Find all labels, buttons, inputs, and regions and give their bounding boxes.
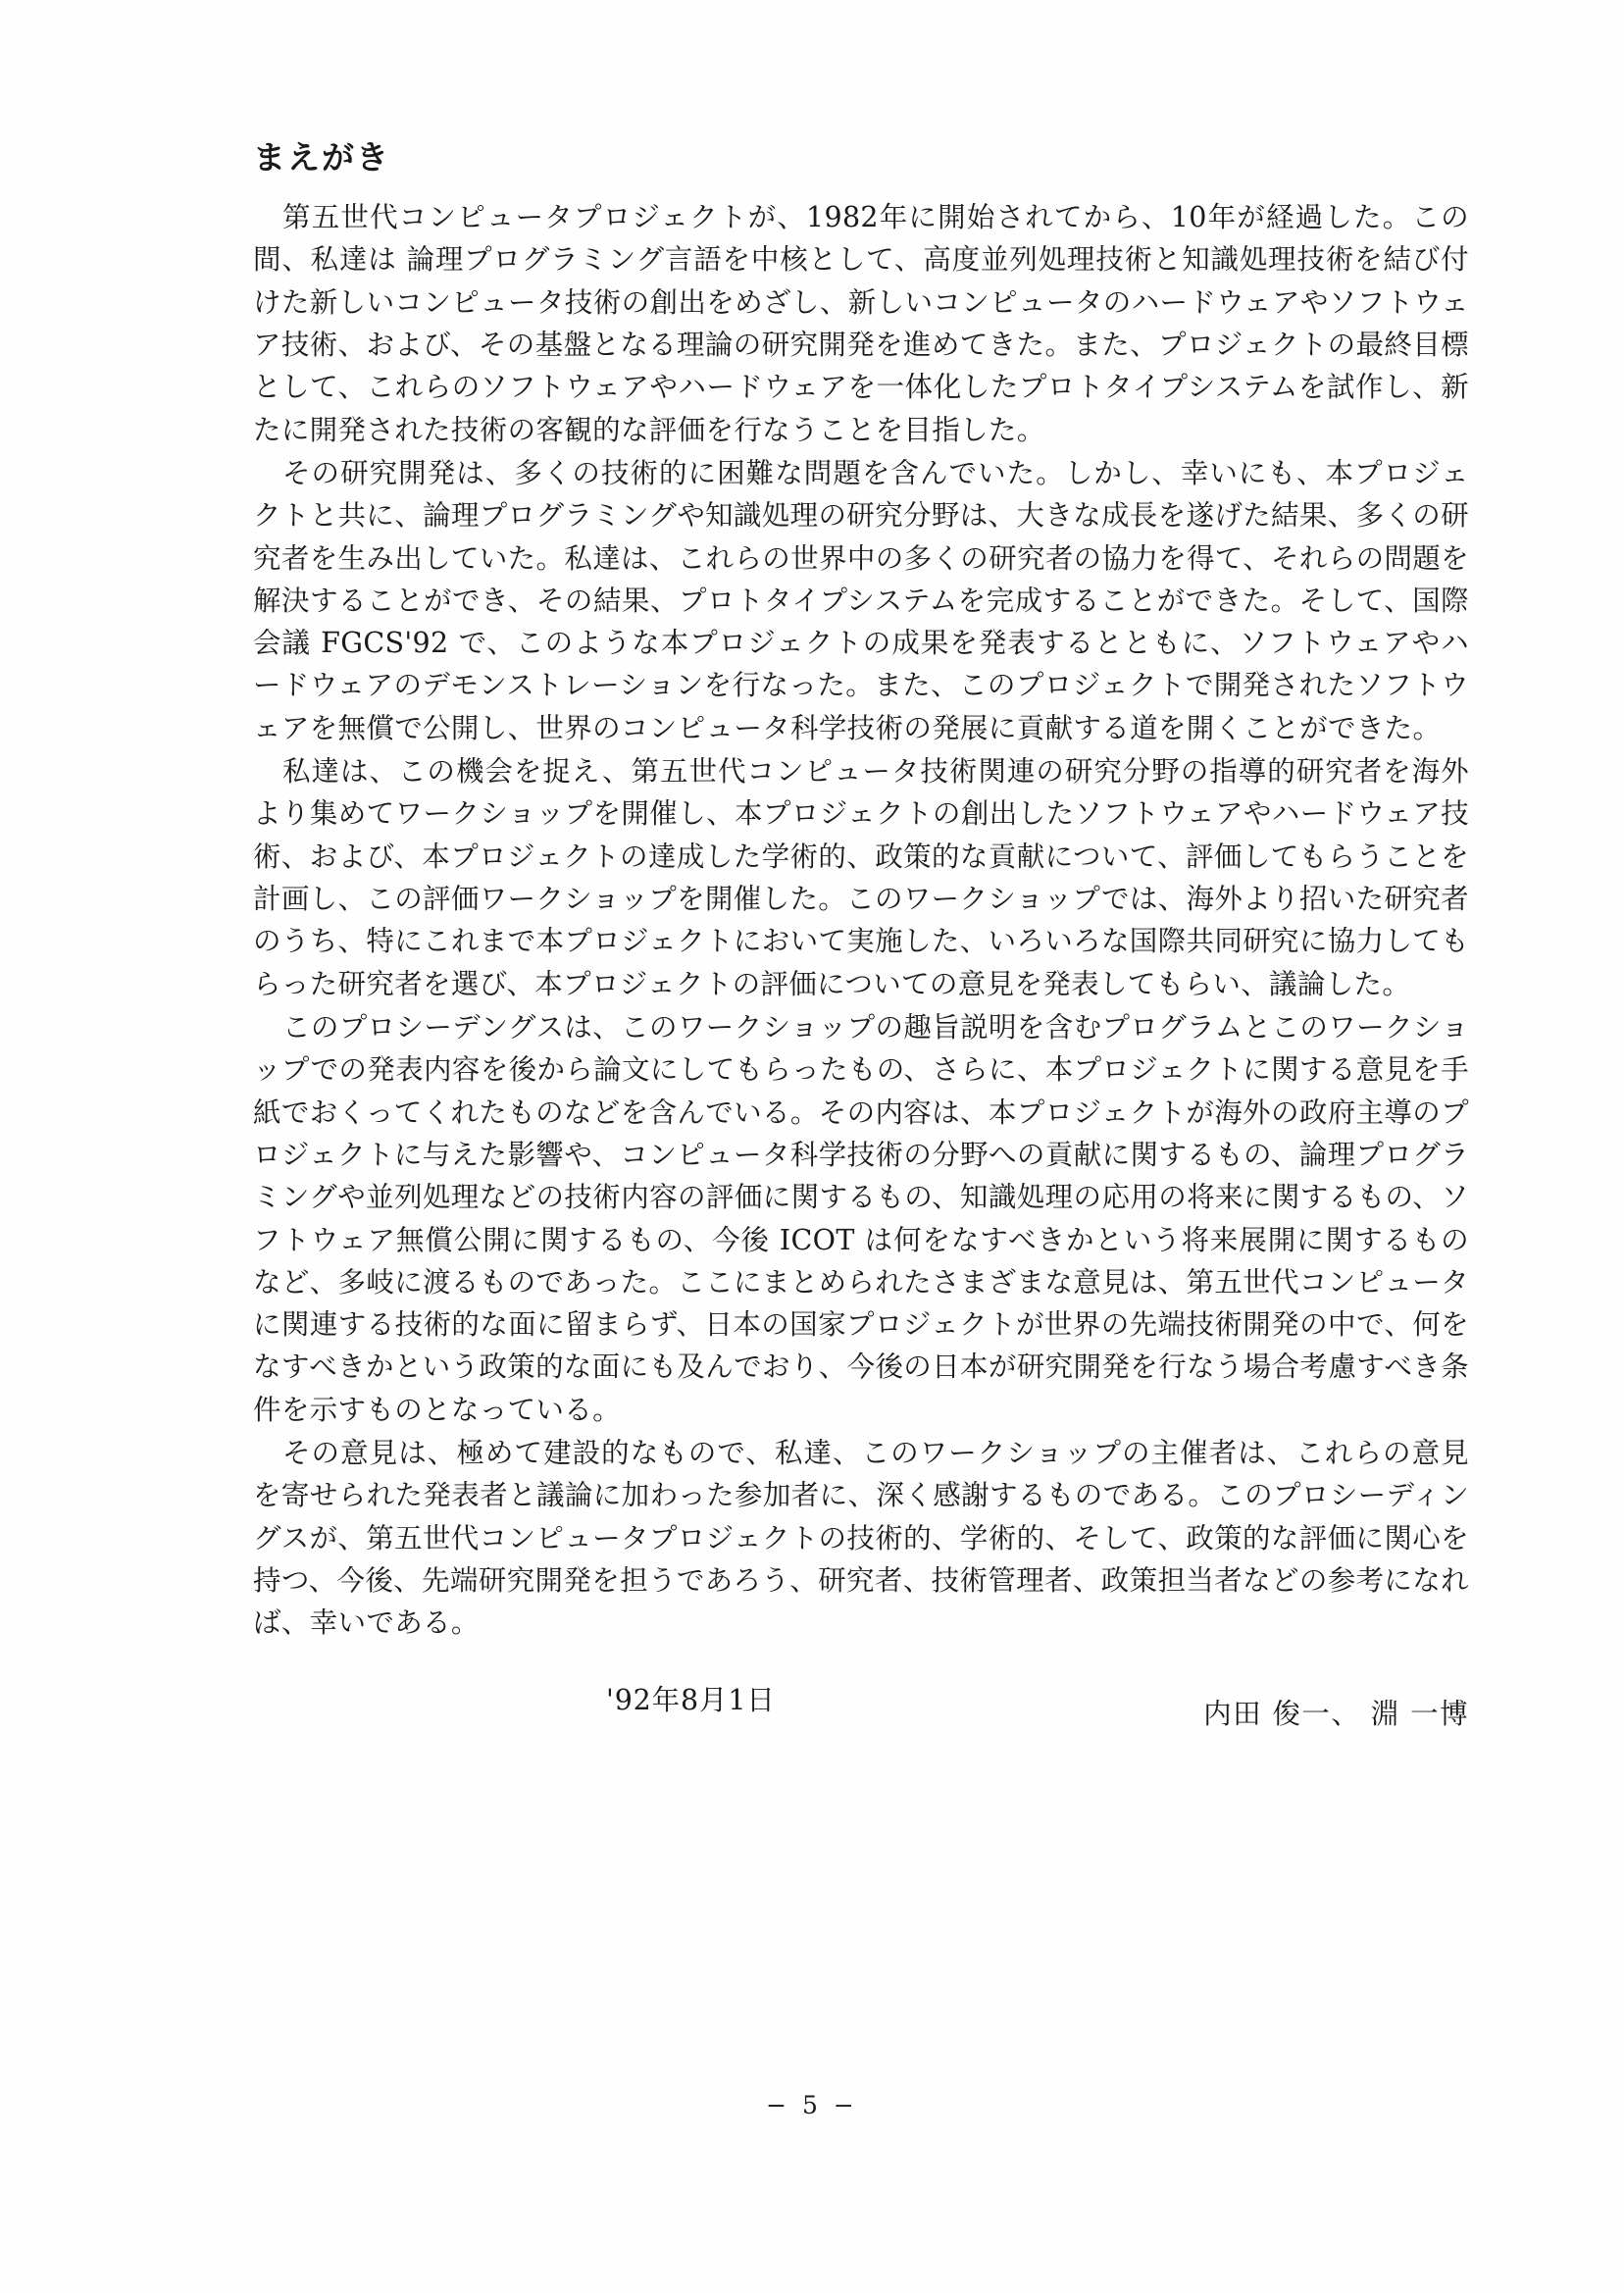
- paragraph-2: その研究開発は、多くの技術的に困難な問題を含んでいた。しかし、幸いにも、本プロジェクトと共に、論理プログラミングや知識処理の研究分野は、大きな成長を遂げた結果、多くの研究者を生み出していた。私達は、これらの世界中の多くの研究者の協力を得て、それらの問題を解決することができ、その結果、プロトタイプシステムを完成することができた。そして、国際会議 FGCS'92 で、このような本プロジェクトの成果を発表するとともに、ソフトウェアやハードウェアのデモンストレーションを行なった。また、このプロジェクトで開発されたソフトウェアを無償で公開し、世界のコンピュータ科学技術の発展に貢献する道を開くことができた。: [253, 456, 1469, 744]
- page-number: − 5 −: [766, 2091, 858, 2119]
- signature-names: 内田 俊一、 淵 一博: [1203, 1697, 1469, 1730]
- paragraph-5: その意見は、極めて建設的なもので、私達、このワークショップの主催者は、これらの意見を寄せられた発表者と議論に加わった参加者に、深く感謝するものである。このプロシーディングスが、第五世代コンピュータプロジェクトの技術的、学術的、そして、政策的な評価に関心を持つ、今後、先端研究開発を担うであろう、研究者、技術管理者、政策担当者などの参考になれば、幸いである。: [253, 1437, 1469, 1640]
- paragraph-4: このプロシーデングスは、このワークショップの趣旨説明を含むプログラムとこのワークショップでの発表内容を後から論文にしてもらったもの、さらに、本プロジェクトに関する意見を手紙でおくってくれたものなどを含んでいる。その内容は、本プロジェクトが海外の政府主導のプロジェクトに与えた影響や、コンピュータ科学技術の分野への貢献に関するもの、論理プログラミングや並列処理などの技術内容の評価に関するもの、知識処理の応用の将来に関するもの、ソフトウェア無償公開に関するもの、今後 ICOT は何をなすべきかという将来展開に関するものなど、多岐に渡るものであった。ここにまとめられたさまざまな意見は、第五世代コンピュータに関連する技術的な面に留まらず、日本の国家プロジェクトが世界の先端技術開発の中で、何をなすべきかという政策的な面にも及んでおり、今後の日本が研究開発を行なう場合考慮すべき条件を示すものとなっている。: [253, 1010, 1469, 1426]
- signature-block: [253, 1678, 1469, 1737]
- page-title: まえがき: [253, 138, 390, 177]
- signature-date: '92年8月1日: [606, 1683, 776, 1716]
- paragraph-1: 第五世代コンピュータプロジェクトが、1982年に開始されてから、10年が経過した。この間、私達は 論理プログラミング言語を中核として、高度並列処理技術と知識処理技術を結び付けた新しいコンピュータ技術の創出をめざし、新しいコンピュータのハードウェアやソフトウェア技術、および、その基盤となる理論の研究開発を進めてきた。また、プロジェクトの最終目標として、これらのソフトウェアやハードウェアを一体化したプロトタイプシステムを試作し、新たに開発された技術の客観的な評価を行なうことを目指した。: [253, 201, 1469, 446]
- paragraph-3: 私達は、この機会を捉え、第五世代コンピュータ技術関連の研究分野の指導的研究者を海外より集めてワークショップを開催し、本プロジェクトの創出したソフトウェアやハードウェア技術、および、本プロジェクトの達成した学術的、政策的な貢献について、評価してもらうことを計画し、この評価ワークショップを開催した。このワークショップでは、海外より招いた研究者のうち、特にこれまで本プロジェクトにおいて実施した、いろいろな国際共同研究に協力してもらった研究者を選び、本プロジェクトの評価についての意見を発表してもらい、議論した。: [253, 755, 1469, 1000]
- page-content: [253, 132, 1469, 1737]
